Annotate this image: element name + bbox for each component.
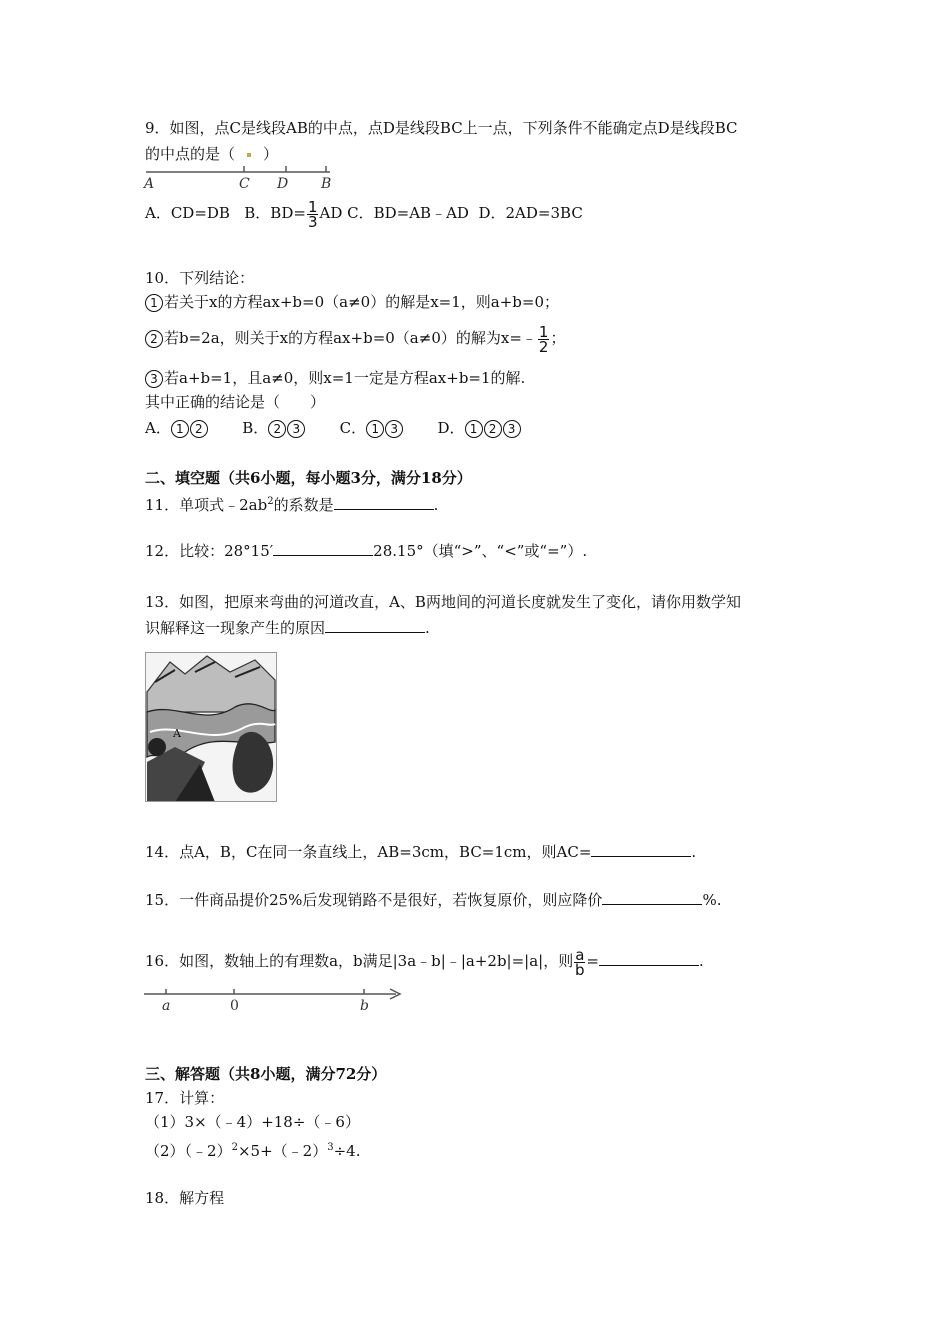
point-a-label: A [173, 727, 181, 740]
frac-den: 2 [538, 337, 549, 356]
frac-num: a [575, 945, 585, 964]
q9-opt-d: D．2AD=3BC [478, 204, 583, 222]
frac-den: b [575, 960, 585, 979]
q12 [145, 541, 587, 561]
frac-num: 1 [307, 197, 318, 216]
section3-heading: 三、解答题（共8小题，满分72分） [145, 1065, 387, 1083]
frac-den: 3 [307, 212, 318, 231]
q11-text: 11．单项式﹣2ab [145, 496, 268, 514]
q12-text-2: 28.15°（填“>”、“<”或“=”）. [373, 542, 588, 560]
q9-options [145, 198, 583, 229]
statement-text: 若b=2a，则关于x的方程ax+b=0（a≠0）的解为x=﹣ [164, 329, 537, 347]
q9-line2 [145, 144, 278, 164]
label-a: A [144, 176, 155, 192]
q9-opt-c: C．BD=AB﹣AD [347, 204, 469, 222]
answer-blank[interactable] [273, 541, 373, 556]
q9-line2-a: 的中点的是（ [145, 145, 236, 163]
q17-part2 [145, 1138, 360, 1161]
q17-p2-end: ÷4. [333, 1142, 361, 1160]
mark-dot [247, 153, 251, 157]
q9-opt-a: A．CD=DB [145, 204, 230, 222]
circle-mark: 2 [190, 420, 208, 438]
statement-text: 若关于x的方程ax+b=0（a≠0）的解是x=1，则a+b=0； [164, 293, 559, 311]
q13-end: . [425, 619, 430, 637]
q17-part1: （1）3×（﹣4）+18÷（﹣6） [145, 1113, 360, 1131]
section2-heading: 二、填空题（共6小题，每小题3分，满分18分） [145, 469, 472, 487]
circle-mark: 3 [503, 420, 521, 438]
q11 [145, 492, 438, 515]
q10-statement-3 [145, 368, 525, 388]
circle-mark: 2 [145, 330, 163, 348]
circle-mark: 3 [287, 420, 305, 438]
q16-end: . [699, 952, 704, 970]
q16-fraction [574, 945, 585, 979]
circle-mark: 1 [465, 420, 483, 438]
q13-line1: 13．如图，把原来弯曲的河道改直，A、B两地间的河道长度就发生了变化，请你用数学知 [145, 593, 741, 611]
q10-opt-c: C． [339, 419, 367, 437]
q17-p2-text: （2）（﹣2） [145, 1142, 232, 1160]
q16-text: 16．如图，数轴上的有理数a，b满足|3a﹣b|﹣|a+2b|=|a|，则 [145, 952, 574, 970]
label-d: D [277, 176, 289, 192]
label-c: C [239, 176, 250, 192]
q10-opt-a: A． [145, 419, 171, 437]
q10-statement-1 [145, 292, 559, 312]
circle-mark: 3 [145, 370, 163, 388]
axis-label-b: b [360, 998, 369, 1014]
circle-mark: 1 [145, 294, 163, 312]
circle-mark: 2 [484, 420, 502, 438]
q16 [145, 944, 704, 978]
q12-text: 12．比较：28°15′ [145, 542, 274, 560]
answer-blank[interactable] [325, 618, 425, 633]
q9-opt-b-pre: B．BD= [244, 204, 306, 222]
exponent: 3 [327, 1142, 334, 1153]
circle-mark: 2 [268, 420, 286, 438]
answer-blank[interactable] [334, 495, 434, 510]
circle-mark: 3 [385, 420, 403, 438]
statement-text: 若a+b=1，且a≠0，则x=1一定是方程ax+b=1的解. [164, 369, 526, 387]
q9-line2-b: ） [263, 145, 279, 163]
q15 [145, 890, 721, 910]
q9-segment-figure [140, 162, 340, 192]
answer-blank[interactable] [599, 951, 699, 966]
q10-title: 10．下列结论： [145, 269, 255, 287]
circle-mark: 1 [171, 420, 189, 438]
q11-exponent: 2 [267, 496, 274, 507]
q10-options [145, 418, 522, 438]
q9-opt-b-post: AD [319, 204, 343, 222]
q10-opt-d: D． [437, 419, 465, 437]
q11-end: . [433, 496, 439, 514]
q10-statement-2 [145, 322, 565, 354]
answer-blank[interactable] [591, 842, 691, 857]
q10-fraction [538, 322, 550, 356]
q10-question: 其中正确的结论是（ ） [145, 393, 326, 411]
axis-label-a: a [162, 998, 171, 1014]
q17-p2-mid: ×5+（﹣2） [237, 1142, 328, 1160]
q9-line1: 9．如图，点C是线段AB的中点，点D是线段BC上一点，下列条件不能确定点D是线段BC [145, 119, 738, 137]
q9-fraction [307, 197, 319, 231]
q13-line2 [145, 618, 430, 638]
answer-blank[interactable] [602, 890, 702, 905]
q17-title: 17．计算： [145, 1089, 225, 1107]
q14-end: . [691, 843, 697, 861]
q10-opt-b: B． [242, 419, 269, 437]
statement-end: ； [550, 329, 566, 347]
frac-num: 1 [538, 322, 549, 341]
label-b: B [321, 176, 332, 192]
q13-text: 识解释这一现象产生的原因 [145, 619, 326, 637]
q16-eq: = [586, 952, 599, 970]
q18-title: 18．解方程 [145, 1189, 225, 1207]
q15-end: %. [702, 891, 722, 909]
q14 [145, 842, 696, 862]
q11-text-2: 的系数是 [273, 496, 334, 514]
exponent: 2 [231, 1142, 238, 1153]
axis-label-0: 0 [230, 998, 239, 1014]
q14-text: 14．点A，B，C在同一条直线上，AB=3cm，BC=1cm，则AC= [145, 843, 592, 861]
q16-number-line [140, 984, 405, 1014]
circle-mark: 1 [366, 420, 384, 438]
bush [148, 738, 166, 756]
q15-text: 15．一件商品提价25%后发现销路不是很好，若恢复原价，则应降价 [145, 891, 603, 909]
river-landscape-image [145, 652, 277, 802]
